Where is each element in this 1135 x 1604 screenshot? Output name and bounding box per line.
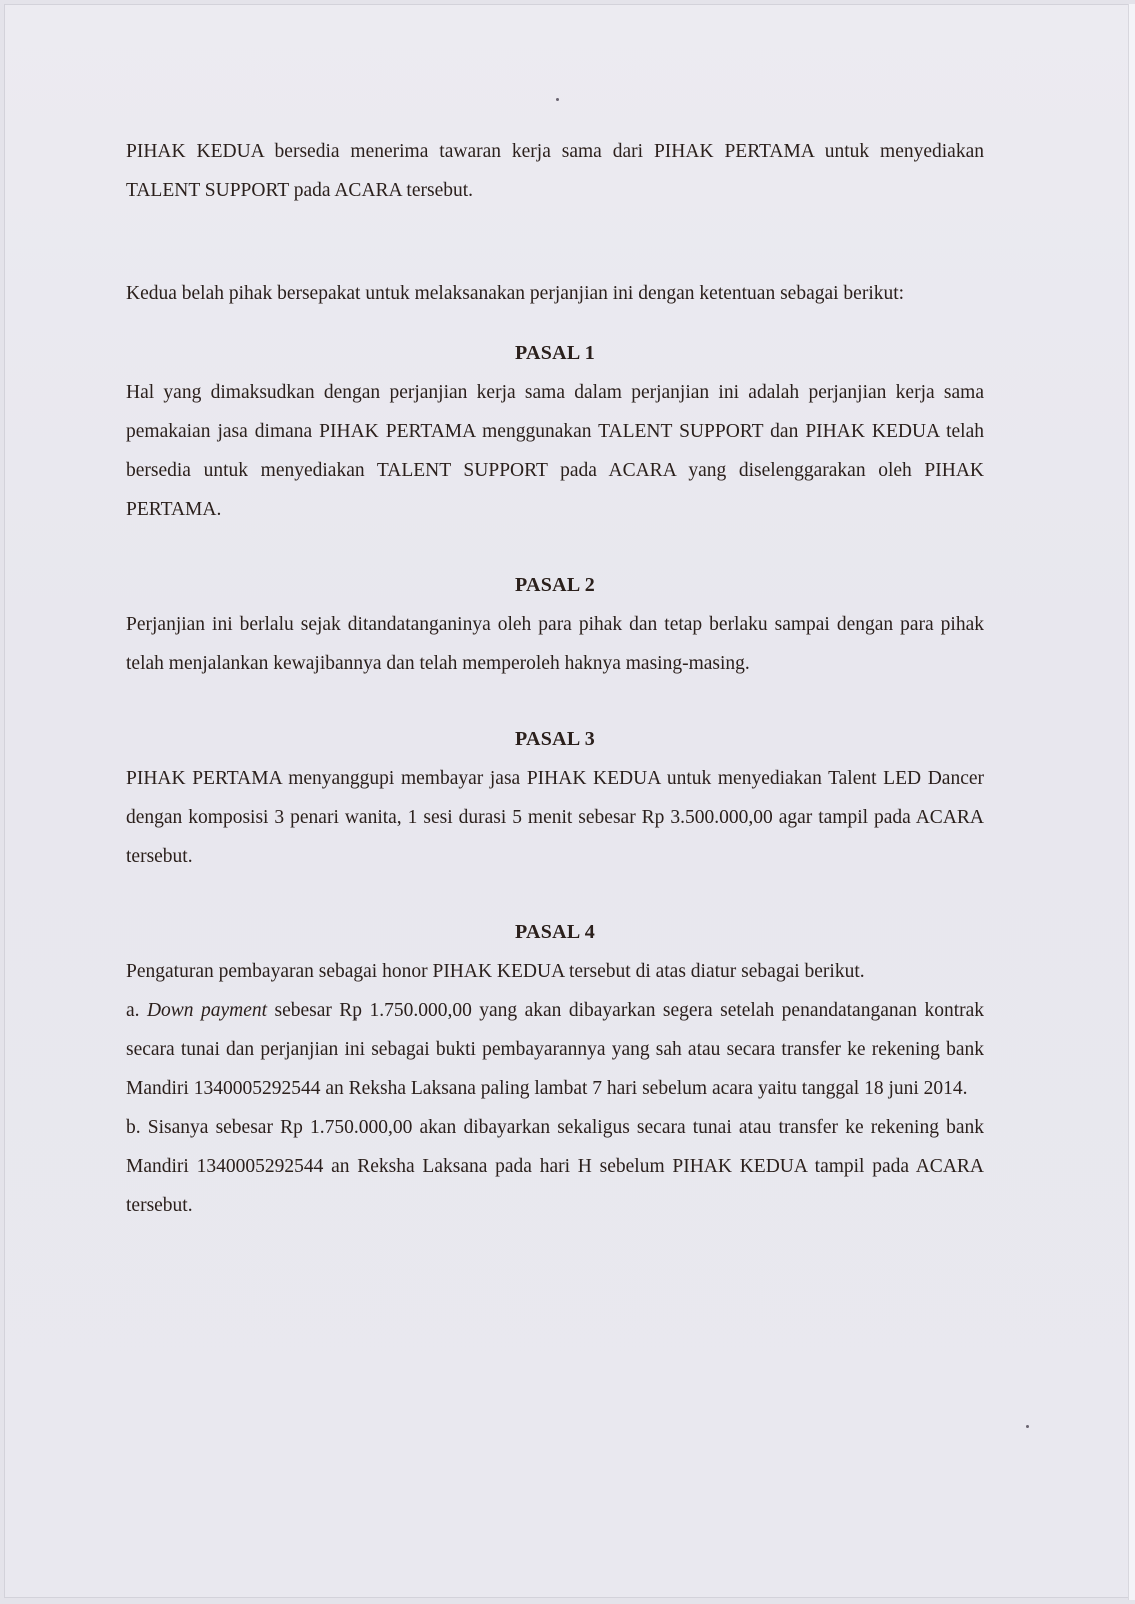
item-a-text: sebesar Rp 1.750.000,00 yang akan dibayarkan segera setelah penandatanganan kontrak secara tunai dan perjanjian ini sebagai bukti pembayarannya yang sah atau secara transfer ke rekening bank Mandiri 1340005292544 an Reksha Laksana paling lambat 7 hari sebelum acara yaitu tanggal 18 juni 2014. (126, 1000, 985, 1099)
intro-paragraph-1: PIHAK KEDUA bersedia menerima tawaran kerja sama dari PIHAK PERTAMA untuk menyediakan TALENT SUPPORT pada ACARA tersebut. (126, 141, 984, 201)
item-a-italic: Down payment (146, 1000, 268, 1021)
pasal-4-text: Pengaturan pembayaran sebagai honor PIHAK KEDUA tersebut di atas diatur sebagai berikut. (126, 961, 865, 982)
pasal-1-heading: PASAL 1 (514, 342, 596, 364)
pasal-3-heading: PASAL 3 (514, 728, 596, 750)
scan-speck (556, 98, 559, 101)
scan-speck (1026, 1425, 1029, 1428)
payment-item-b: b. Sisanya sebesar Rp 1.750.000,00 akan dibayarkan sekaligus secara tunai atau transfer ke rekening bank Mandiri 1340005292544 an Reksha Laksana pada hari H sebelum PIHAK KEDUA tampil pada ACARA tersebut. (126, 1117, 984, 1216)
pasal-3-text: PIHAK PERTAMA menyanggupi membayar jasa PIHAK KEDUA untuk menyediakan Talent LED Dancer dengan komposisi 3 penari wanita, 1 sesi durasi 5 menit sebesar Rp 3.500.000,00 agar tampil pada ACARA tersebut. (126, 768, 984, 867)
payment-item-a (126, 991, 984, 1108)
document-body (126, 132, 984, 1225)
intro-paragraph-2: Kedua belah pihak bersepakat untuk melaksanakan perjanjian ini dengan ketentuan sebagai berikut: (126, 283, 905, 304)
pasal-4-heading: PASAL 4 (514, 921, 596, 943)
pasal-1-text: Hal yang dimaksudkan dengan perjanjian kerja sama dalam perjanjian ini adalah perjanjian kerja sama pemakaian jasa dimana PIHAK PERTAMA menggunakan TALENT SUPPORT dan PIHAK KEDUA telah bersedia untuk menyediakan TALENT SUPPORT pada ACARA yang diselenggarakan oleh PIHAK PERTAMA. (126, 382, 984, 520)
pasal-2-text: Perjanjian ini berlalu sejak ditandatanganinya oleh para pihak dan tetap berlaku sampai dengan para pihak telah menjalankan kewajibannya dan telah memperoleh haknya masing-masing. (126, 614, 984, 674)
pasal-2-heading: PASAL 2 (514, 574, 596, 596)
item-a-prefix: a. (126, 1000, 140, 1021)
page-edge (1128, 4, 1135, 1600)
